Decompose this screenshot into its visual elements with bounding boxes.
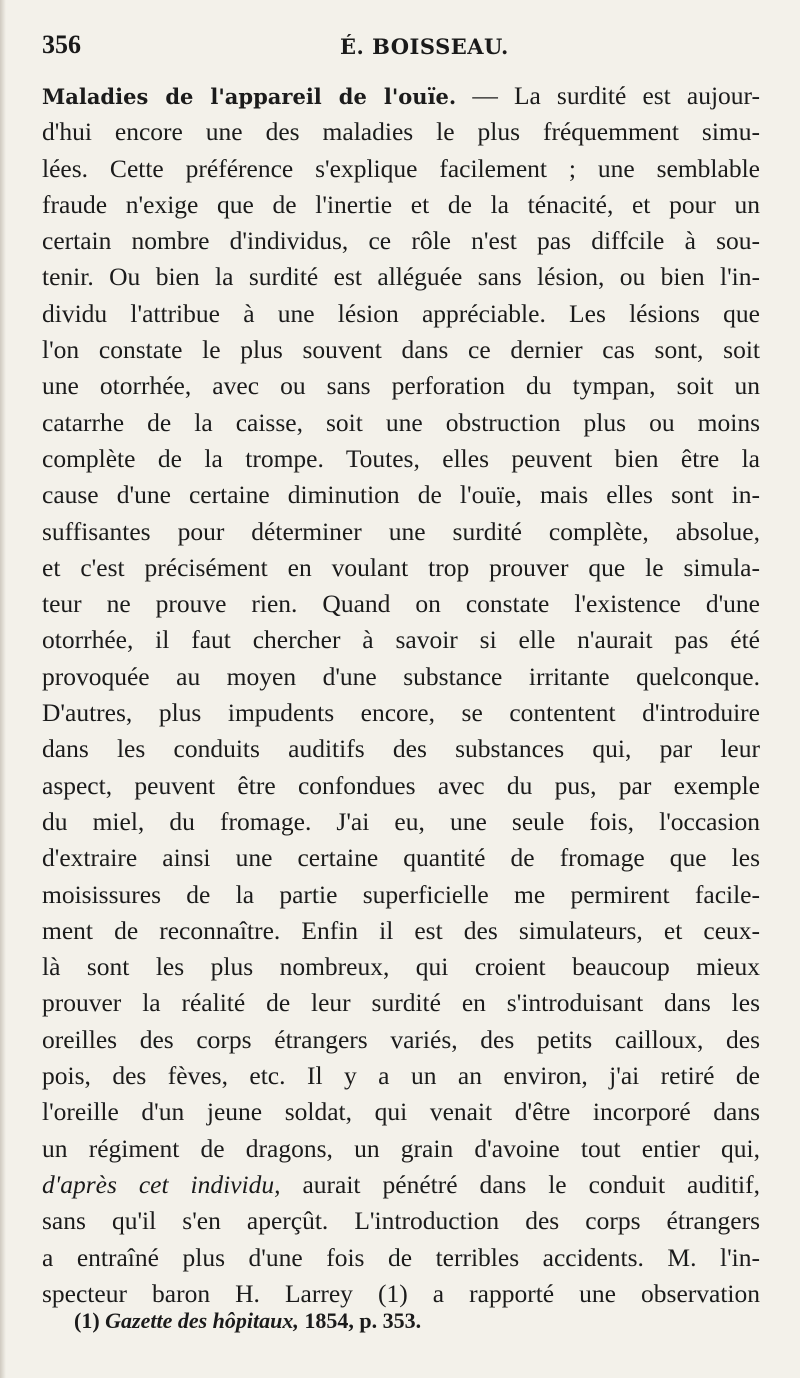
text-line: pois, des fèves, etc. Il y a un an environ, j'ai retiré de [42,1061,760,1091]
text-line: catarrhe de la caisse, soit une obstruction plus ou moins [42,407,760,437]
text-line: aspect, peuvent être confondues avec du pus, par exemple [42,770,760,800]
text-line: une otorrhée, avec ou sans perforation du tympan, soit un [42,371,760,401]
running-head: É. BOISSEAU. [340,34,509,59]
text-line [42,78,760,114]
text-line: tenir. Ou bien la surdité est alléguée sans lésion, ou bien l'in- [42,262,760,292]
text-line [42,1167,760,1203]
page-edge-shadow [0,0,6,1378]
text-line: d'hui encore une des maladies le plus fréquemment simu- [42,117,760,147]
text-line: dans les conduits auditifs des substances qui, par leur [42,734,760,764]
text-line: fraude n'exige que de l'inertie et de la ténacité, et pour un [42,189,760,219]
page-number: 356 [42,30,81,59]
text-line: certain nombre d'individus, ce rôle n'est pas diffcile à sou- [42,226,760,256]
text-line: moisissures de la partie superficielle me permirent facile- [42,879,760,909]
text-line: oreilles des corps étrangers variés, des petits cailloux, des [42,1024,760,1054]
text-line: specteur baron H. Larrey (1) a rapporté une observation [42,1278,760,1308]
text-line: teur ne prouve rien. Quand on constate l'existence d'une [42,589,760,619]
line-text: aurait pénétré dans le conduit auditif, [280,1169,760,1199]
text-line: d'extraire ainsi une certaine quantité de fromage que les [42,843,760,873]
text-line: dividu l'attribue à une lésion appréciable. Les lésions que [42,298,760,328]
text-line: et c'est précisément en voulant trop prouver que le simula- [42,552,760,582]
footnote-source: Gazette des hôpitaux, [105,1308,299,1333]
page-header [42,30,762,66]
text-line: là sont les plus nombreux, qui croient beaucoup mieux [42,952,760,982]
text-line: un régiment de dragons, un grain d'avoine tout entier qui, [42,1133,760,1163]
body-text [42,78,760,1312]
text-line: l'on constate le plus souvent dans ce dernier cas sont, soit [42,335,760,365]
text-line: a entraîné plus d'une fois de terribles accidents. M. l'in- [42,1242,760,1272]
footnote-reference: 1854, p. 353. [304,1308,422,1333]
text-line: sans qu'il s'en aperçût. L'introduction des corps étrangers [42,1206,760,1236]
text-line: prouver la réalité de leur surdité en s'introduisant dans les [42,988,760,1018]
text-line: D'autres, plus impudents encore, se contentent d'introduire [42,698,760,728]
text-line: l'oreille d'un jeune soldat, qui venait d'être incorporé dans [42,1097,760,1127]
footnote [74,1308,714,1334]
text-line: lées. Cette préférence s'explique facilement ; une semblable [42,153,760,183]
text-line: cause d'une certaine diminution de l'ouïe, mais elles sont in- [42,480,760,510]
text-line: otorrhée, il faut chercher à savoir si elle n'aurait pas été [42,625,760,655]
text-line: complète de la trompe. Toutes, elles peuvent bien être la [42,443,760,473]
italic-phrase: d'après cet individu, [42,1169,281,1199]
text-line: suffisantes pour déterminer une surdité complète, absolue, [42,516,760,546]
section-title: Maladies de l'appareil de l'ouïe. [42,84,457,109]
text-line: provoquée au moyen d'une substance irritante quelconque. [42,661,760,691]
text-line: ment de reconnaître. Enfin il est des simulateurs, et ceux- [42,915,760,945]
text-line: du miel, du fromage. J'ai eu, une seule fois, l'occasion [42,806,760,836]
footnote-number: (1) [74,1308,100,1333]
line-text: — La surdité est aujour- [456,81,760,110]
